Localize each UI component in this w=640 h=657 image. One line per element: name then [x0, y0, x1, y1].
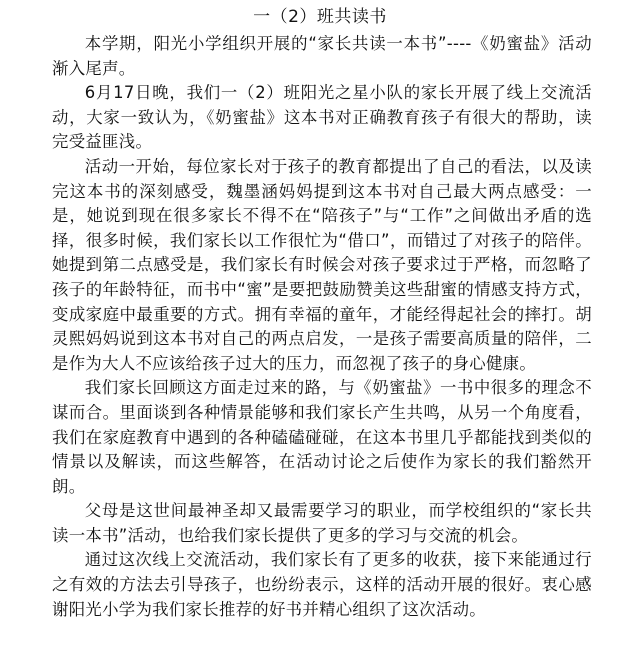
paragraph-conclusion: 通过这次线上交流活动，我们家长有了更多的收获，接下来能通过行之有效的方法去引导孩子，也纷纷表示，这样的活动开展的很好。衷心感谢阳光小学为我们家长推荐的好书并精心组织了这次活动。 — [52, 550, 592, 619]
document-title: 一（2）班共读书 — [253, 7, 387, 27]
document-body — [52, 32, 592, 622]
paragraph-parent-views: 活动一开始，每位家长对于孩子的教育都提出了自己的看法，以及读完这本书的深刻感受，魏墨涵妈妈提到这本书对自己最大两点感受：一是，她说到现在很多家长不得不在“陪孩子”与“工作”之间做出矛盾的选择，很多时候，我们家长以工作很忙为“借口”，而错过了对孩子的陪伴。她提到第二点感受是，我们家长有时候会对孩子要求过于严格，而忽略了孩子的年龄特征，而书中“蜜”是要把鼓励赞美这些甜蜜的情感支持方式，变成家庭中最重要的方式。拥有幸福的童年，才能经得起社会的摔打。胡灵熙妈妈说到这本书对自己的两点启发，一是孩子需要高质量的陪伴，二是作为大人不应该给孩子过大的压力，而忽视了孩子的身心健康。 — [52, 156, 592, 373]
paragraph-parenting: 父母是这世间最神圣却又最需要学习的职业，而学校组织的“家长共读一本书”活动，也给我们家长提供了更多的学习与交流的机会。 — [52, 501, 592, 545]
paragraph-intro: 本学期，阳光小学组织开展的“家长共读一本书”----《奶蜜盐》活动渐入尾声。 — [52, 34, 592, 78]
paragraph-online-exchange: 6月17日晚，我们一（2）班阳光之星小队的家长开展了线上交流活动，大家一致认为，《奶蜜盐》这本书对正确教育孩子有很大的帮助，读完受益匪浅。 — [52, 83, 592, 152]
paragraph-reflection: 我们家长回顾这方面走过来的路，与《奶蜜盐》一书中很多的理念不谋而合。里面谈到各种情景能够和我们家长产生共鸣，从另一个角度看，我们在家庭教育中遇到的各种磕磕碰碰，在这本书里几乎都能找到类似的情景以及解读，而这些解答，在活动讨论之后使作为家长的我们豁然开朗。 — [52, 378, 592, 496]
